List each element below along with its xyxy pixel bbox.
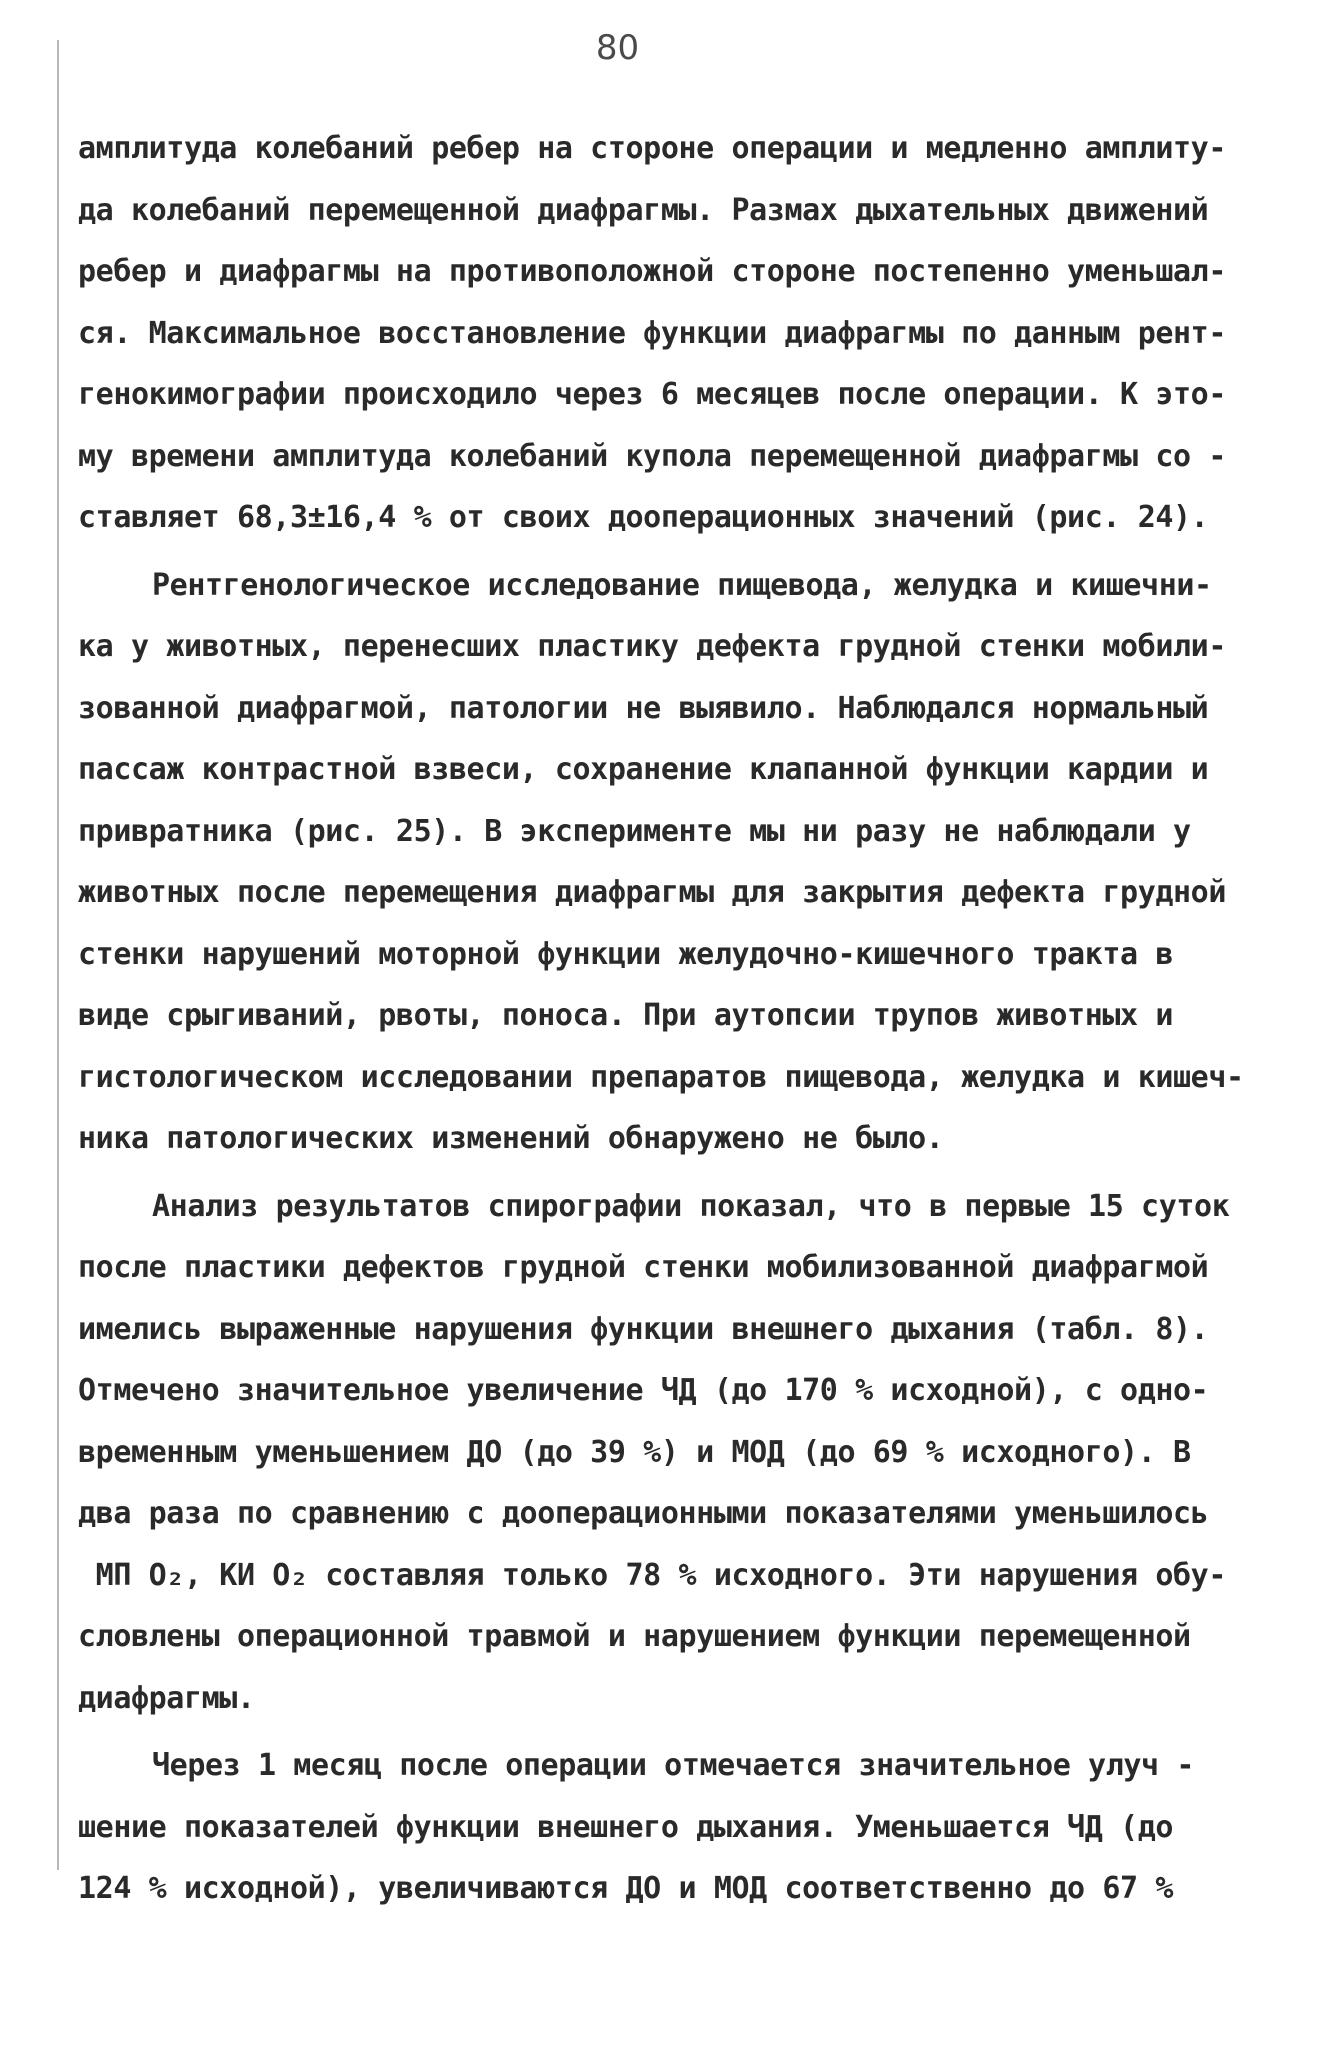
text-line: ребер и диафрагмы на противоположной стороне постепенно уменьшал- xyxy=(78,254,1226,289)
text-line: ся. Максимальное восстановление функции диафрагмы по данным рент- xyxy=(78,315,1226,351)
paragraph-1 xyxy=(78,118,1288,549)
paragraph-4 xyxy=(78,1735,1288,1920)
text-line: Через 1 месяц после операции отмечается значительное улуч - xyxy=(152,1748,1195,1783)
paragraph-2 xyxy=(78,555,1288,1170)
text-line: диафрагмы. xyxy=(78,1680,255,1716)
text-line: Отмечено значительное увеличение ЧД (до 170 % исходной), с одно- xyxy=(78,1373,1209,1408)
text-line: генокимографии происходило через 6 месяцев после операции. К это- xyxy=(78,377,1226,412)
text-line: пассаж контрастной взвеси, сохранение клапанной функции кардии и xyxy=(78,752,1209,787)
text-line: шение показателей функции внешнего дыхания. Уменьшается ЧД (до xyxy=(78,1809,1174,1845)
text-line: стенки нарушений моторной функции желудочно-кишечного тракта в xyxy=(78,936,1174,972)
text-line: зованной диафрагмой, патологии не выявило. Наблюдался нормальный xyxy=(78,690,1209,726)
text-line: два раза по сравнению с дооперационными показателями уменьшилось xyxy=(78,1496,1209,1531)
text-line: временным уменьшением ДО (до 39 %) и МОД (до 69 % исходного). В xyxy=(78,1434,1191,1470)
text-line: ставляет 68,3±16,4 % от своих дооперационных значений (рис. 24). xyxy=(78,500,1209,535)
text-line: ка у животных, перенесших пластику дефекта грудной стенки мобили- xyxy=(78,629,1226,664)
text-line: да колебаний перемещенной диафрагмы. Размах дыхательных движений xyxy=(78,192,1209,228)
text-line: словлены операционной травмой и нарушением функции перемещенной xyxy=(78,1619,1191,1654)
text-line: после пластики дефектов грудной стенки мобилизованной диафрагмой xyxy=(78,1250,1209,1285)
margin-rule xyxy=(57,40,59,1870)
text-line: гистологическом исследовании препаратов пищевода, желудка и кишеч- xyxy=(78,1059,1244,1095)
text-line: виде срыгиваний, рвоты, поноса. При аутопсии трупов животных и xyxy=(78,998,1174,1033)
paragraph-3 xyxy=(78,1176,1288,1730)
body-text xyxy=(78,118,1288,1920)
text-line: амплитуда колебаний ребер на стороне операции и медленно амплиту- xyxy=(78,131,1226,166)
text-line: му времени амплитуда колебаний купола перемещенной диафрагмы со - xyxy=(78,438,1226,474)
page-number: 80 xyxy=(595,28,640,68)
text-line: ника патологических изменений обнаружено не было. xyxy=(78,1121,944,1156)
text-line: Анализ результатов спирографии показал, что в первые 15 суток xyxy=(152,1188,1230,1224)
text-line: 124 % исходной), увеличиваются ДО и МОД соответственно до 67 % xyxy=(78,1871,1174,1906)
text-line: имелись выраженные нарушения функции внешнего дыхания (табл. 8). xyxy=(78,1311,1209,1347)
text-line: привратника (рис. 25). В эксперименте мы ни разу не наблюдали у xyxy=(78,813,1191,849)
text-line: Рентгенологическое исследование пищевода, желудка и кишечни- xyxy=(152,567,1212,603)
text-line: МП O₂, КИ O₂ составляя только 78 % исходного. Эти нарушения обу- xyxy=(78,1557,1226,1593)
text-line: животных после перемещения диафрагмы для закрытия дефекта грудной xyxy=(78,875,1226,910)
